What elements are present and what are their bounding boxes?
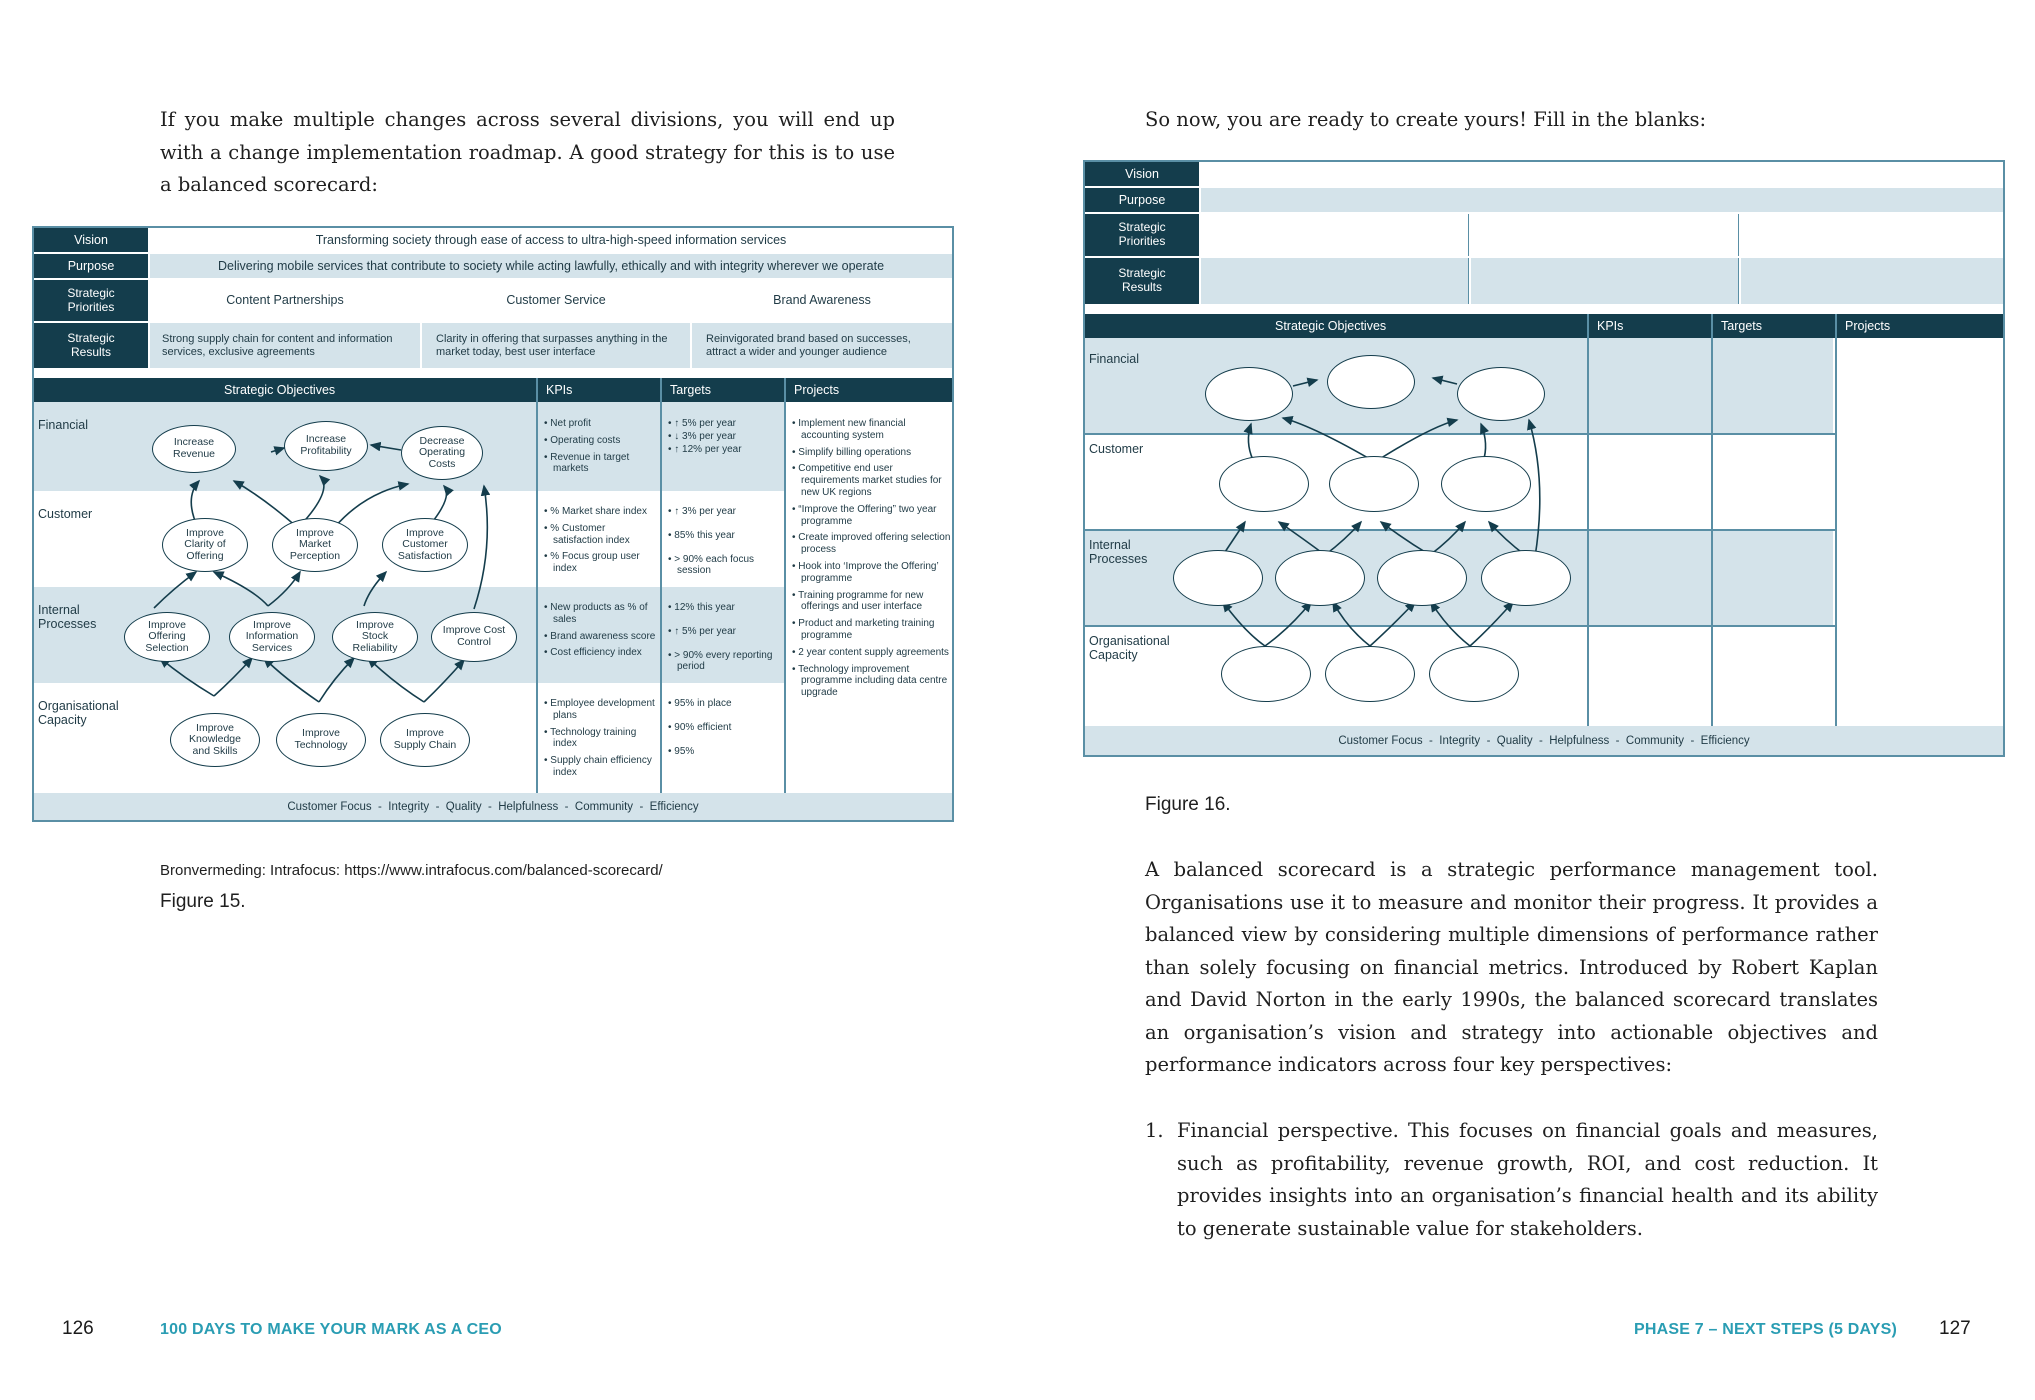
values-strip: Customer Focus - Integrity - Quality - Helpfulness - Community - Efficiency [34,793,952,820]
targets-capacity: • 95% in place • 90% efficient • 95% [668,698,732,757]
blank-internal-node-1[interactable] [1173,550,1263,606]
purpose-label: Purpose [34,254,148,278]
blank-targets-col: Targets [1721,319,1762,333]
internal-label: Internal Processes [38,603,97,632]
result-3: Reinvigorated brand based on successes, attract a wider and younger audience [692,323,952,368]
node-information-services: Improve Information Services [229,612,315,662]
figure-15-caption: Figure 15. [160,891,246,912]
capacity-label: Organisational Capacity [38,699,119,728]
blank-financial-node-1[interactable] [1205,367,1293,421]
right-intro-paragraph: So now, you are ready to create yours! Fill in the blanks: [1145,108,1707,131]
targets-financial: • ↑ 5% per year • ↓ 3% per year • ↑ 12% per year [668,418,742,455]
blank-scorecard [1083,160,2005,757]
right-running-head: PHASE 7 – NEXT STEPS (5 DAYS) [1634,1321,1898,1338]
blank-capacity-node-1[interactable] [1221,646,1311,702]
blank-internal-node-2[interactable] [1275,550,1365,606]
figure-16-caption: Figure 16. [1145,794,1231,815]
purpose-statement: Delivering mobile services that contribute to society while acting lawfully, ethically and with integrity wherever we operate [150,254,952,278]
kpi-customer: • % Market share index • % Customer satisfaction index • % Focus group user index [544,506,647,575]
blank-customer-node-3[interactable] [1441,456,1531,512]
financial-label: Financial [38,418,89,432]
node-technology: Improve Technology [276,713,366,767]
blank-capacity-label: Organisational Capacity [1089,634,1170,663]
targets-internal: • 12% this year • ↑ 5% per year • > 90% every reporting period [668,602,773,673]
node-stock-reliability: Improve Stock Reliability [332,612,418,662]
blank-financial-label: Financial [1089,352,1140,366]
targets-col: Targets [670,383,711,397]
vision-statement: Transforming society through ease of access to ultra-high-speed information services [150,228,952,252]
blank-financial-node-3[interactable] [1457,367,1545,421]
projects-list: • Implement new financial accounting system • Simplify billing operations • Competitive end user requirements market studies for new UK regions • “Improve the Offering” two year programme • Create improved offering selection process • Hook into ‘Improve the Offering’ programme • Training programme for new offerings and user interface • Product and marketing training programme • 2 year content supply agreements • Technology improvement programme including data centre upgrade [792,418,951,699]
results-label: Strategic Results [34,323,148,368]
blank-internal-node-3[interactable] [1377,550,1467,606]
blank-priorities-label: Strategic Priorities [1085,214,1199,256]
kpis-col: KPIs [546,383,573,397]
kpi-financial: • Net profit • Operating costs • Revenue in target markets [544,418,630,475]
blank-values-strip: Customer Focus - Integrity - Quality - Helpfulness - Community - Efficiency [1085,726,2003,755]
blank-results-label: Strategic Results [1085,258,1199,304]
blank-customer-label: Customer [1089,442,1144,456]
right-body-paragraph: A balanced scorecard is a strategic performance management tool. Organisations use it to measure and monitor their progress. It provides a balanced view by considering multiple dimensions of performance rather than solely focusing on financial metrics. Introduced by Robert Kaplan and David Norton in the early 1990s, the balanced scorecard translates an organisation’s vision and strategy into actionable objectives and performance indicators across four key perspectives: [1145,858,1878,1076]
example-scorecard [32,226,954,822]
source-credit: Bronvermeding: Intrafocus: https://www.intrafocus.com/balanced-scorecard/ [160,862,663,879]
node-decrease-costs: Decrease Operating Costs [401,426,483,480]
node-increase-revenue: Increase Revenue [152,425,236,473]
list-number: 1. [1145,1119,1164,1142]
node-market-perception: Improve Market Perception [272,518,358,572]
list-item-financial: Financial perspective. This focuses on financial goals and measures, such as profitability, revenue growth, ROI, and cost reduction. It provides insights into an organisation’s financial health and its ability to generate sustainable value for stakeholders. [1177,1119,1878,1240]
node-offering-selection: Improve Offering Selection [124,612,210,662]
left-running-head: 100 DAYS TO MAKE YOUR MARK AS A CEO [160,1321,502,1338]
priority-3: Brand Awareness [692,280,952,321]
targets-customer: • ↑ 3% per year • 85% this year • > 90% each focus session [668,506,755,577]
vision-label: Vision [34,228,148,252]
priority-1: Content Partnerships [150,280,420,321]
kpi-capacity: • Employee development plans • Technology training index • Supply chain efficiency index [544,698,655,778]
priority-2: Customer Service [422,280,690,321]
node-clarity-offering: Improve Clarity of Offering [162,518,248,572]
node-knowledge-skills: Improve Knowledge and Skills [170,713,260,767]
kpi-internal: • New products as % of sales • Brand awareness score • Cost efficiency index [544,602,656,659]
projects-col: Projects [794,383,840,397]
blank-projects-col: Projects [1845,319,1891,333]
blank-customer-node-2[interactable] [1329,456,1419,512]
blank-objectives-col: Strategic Objectives [1275,319,1387,333]
blank-vision-label: Vision [1085,162,1199,186]
blank-kpis-col: KPIs [1597,319,1624,333]
blank-internal-node-4[interactable] [1481,550,1571,606]
result-1: Strong supply chain for content and information services, exclusive agreements [150,323,420,368]
node-cost-control: Improve Cost Control [431,612,517,662]
blank-customer-node-1[interactable] [1219,456,1309,512]
result-2: Clarity in offering that surpasses anything in the market today, best user interface [422,323,690,368]
customer-label: Customer [38,507,93,521]
objectives-col: Strategic Objectives [224,383,336,397]
blank-capacity-node-3[interactable] [1429,646,1519,702]
priorities-label: Strategic Priorities [34,280,148,321]
node-customer-satisfaction: Improve Customer Satisfaction [382,518,468,572]
blank-internal-label: Internal Processes [1089,538,1148,567]
blank-financial-node-2[interactable] [1327,355,1415,409]
blank-capacity-node-2[interactable] [1325,646,1415,702]
node-increase-profitability: Increase Profitability [284,421,368,471]
node-supply-chain: Improve Supply Chain [380,713,470,767]
right-page-number: 127 [1939,1318,1971,1339]
left-intro-paragraph: If you make multiple changes across several divisions, you will end up with a change implementation roadmap. A good strategy for this is to use a balanced scorecard: [160,108,895,196]
left-page-number: 126 [62,1318,94,1339]
blank-purpose-label: Purpose [1085,188,1199,212]
